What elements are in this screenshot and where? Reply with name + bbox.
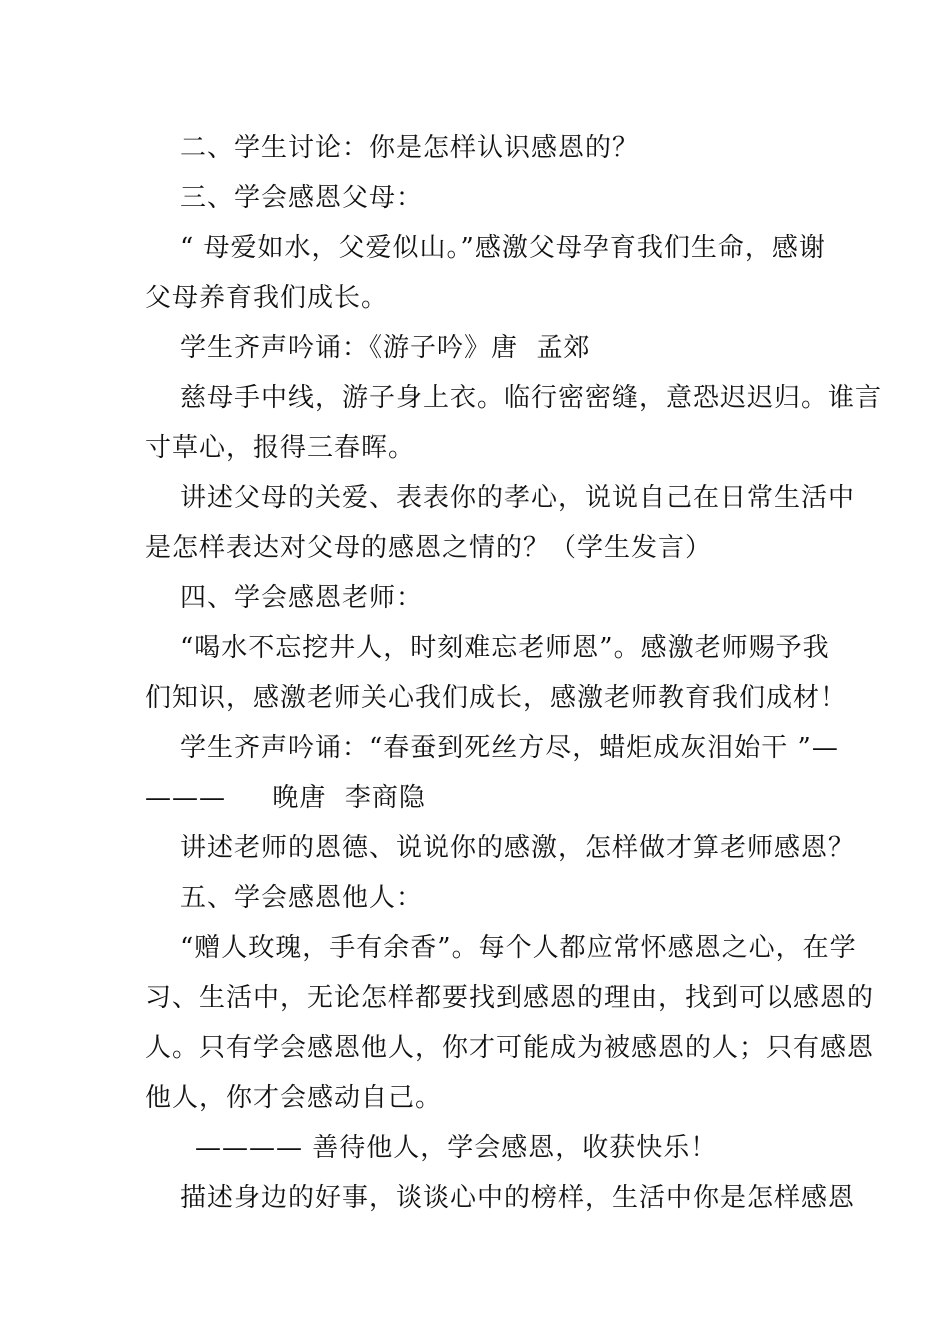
paragraph-line: “赠人玫瑰，手有余香”。每个人都应常怀感恩之心，在学 — [180, 933, 857, 963]
paragraph-line: 讲述老师的恩德、说说你的感激，怎样做才算老师感恩？ — [180, 833, 856, 863]
paragraph-line: 们知识，感激老师关心我们成长，感激老师教育我们成材！ — [145, 683, 848, 713]
section-heading-discussion: 二、学生讨论：你是怎样认识感恩的？ — [180, 133, 640, 163]
poem-attribution: ——— 晚唐 李商隐 — [145, 783, 426, 813]
paragraph-line: 习、生活中，无论怎样都要找到感恩的理由，找到可以感恩的 — [145, 983, 875, 1013]
paragraph-line: 讲述父母的关爱、表表你的孝心，说说自己在日常生活中 — [180, 483, 856, 513]
section-heading-parents: 三、学会感恩父母： — [180, 183, 424, 213]
section-heading-teachers: 四、学会感恩老师： — [180, 583, 424, 613]
paragraph-line: 是怎样表达对父母的感恩之情的？（学生发言） — [145, 533, 713, 563]
motto-line: ———— 善待他人，学会感恩，收获快乐！ — [195, 1133, 718, 1163]
poem-line: 慈母手中线，游子身上衣。临行密密缝，意恐迟迟归。谁言 — [180, 383, 883, 413]
poem-line: 学生齐声吟诵：“春蚕到死丝方尽，蜡炬成灰泪始干 ”— — [180, 733, 839, 763]
section-heading-others: 五、学会感恩他人： — [180, 883, 424, 913]
poem-line: 寸草心，报得三春晖。 — [145, 433, 416, 463]
paragraph-line: “ 母爱如水，父爱似山。”感激父母孕育我们生命，感谢 — [180, 233, 826, 263]
paragraph-line: “喝水不忘挖井人，时刻难忘老师恩”。感激老师赐予我 — [180, 633, 830, 663]
paragraph-line: 学生齐声吟诵：《游子吟》唐 孟郊 — [180, 333, 591, 363]
paragraph-line: 人。只有学会感恩他人，你才可能成为被感恩的人；只有感恩 — [145, 1033, 875, 1063]
paragraph-line: 父母养育我们成长。 — [145, 283, 389, 313]
paragraph-line: 描述身边的好事，谈谈心中的榜样，生活中你是怎样感恩 — [180, 1183, 856, 1213]
paragraph-line: 他人，你才会感动自己。 — [145, 1083, 443, 1113]
